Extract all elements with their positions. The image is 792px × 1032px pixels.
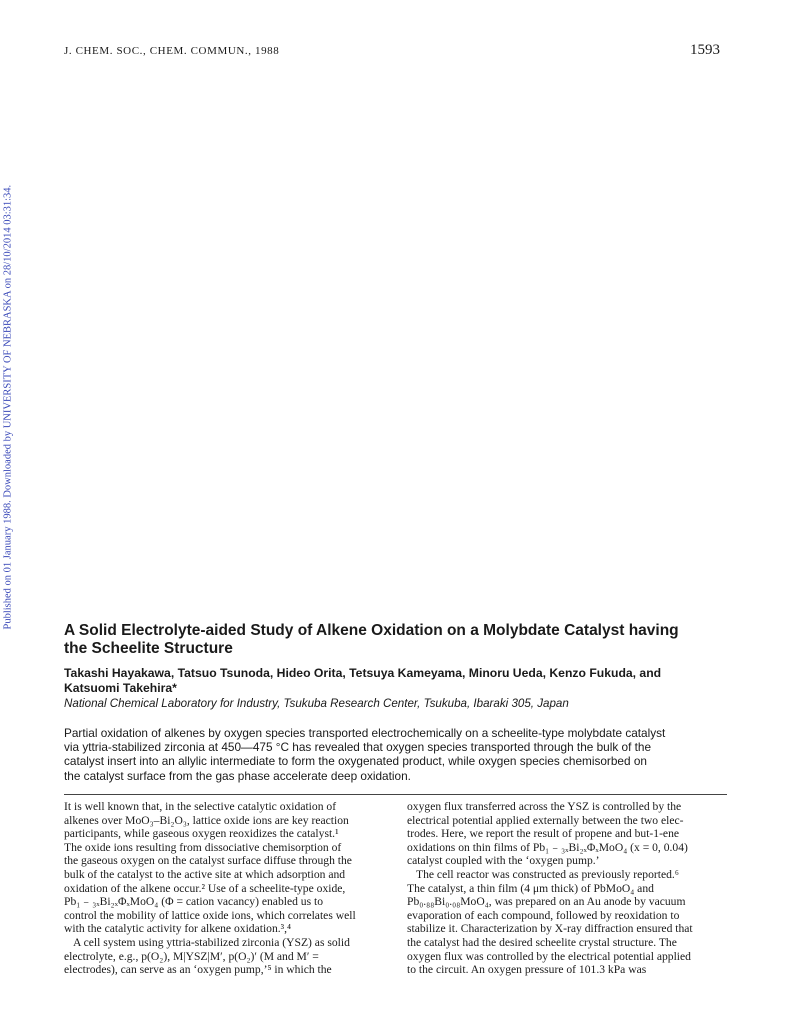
title-line: A Solid Electrolyte-aided Study of Alkene Oxidation on a Molybdate Catalyst having bbox=[64, 622, 679, 639]
title-line: the Scheelite Structure bbox=[64, 640, 233, 657]
abstract-line: catalyst insert into an allylic intermediate to form the oxygenated product, while oxygen species chemisorbed on bbox=[64, 754, 647, 769]
body-line: alkenes over MoO₃–Bi₂O₃, lattice oxide ions are key reaction bbox=[64, 813, 349, 827]
body-line: A cell system using yttria-stabilized zirconia (YSZ) as solid bbox=[73, 935, 350, 949]
body-line: evaporation of each compound, followed by reoxidation to bbox=[407, 908, 680, 922]
body-line: control the mobility of lattice oxide ions, which correlates well bbox=[64, 908, 356, 922]
body-line: trodes. Here, we report the result of propene and but-1-ene bbox=[407, 827, 680, 841]
body-line: The cell reactor was constructed as previously reported.⁶ bbox=[416, 867, 679, 881]
body-line: the catalyst had the desired scheelite crystal structure. The bbox=[407, 935, 677, 949]
authors-line: Takashi Hayakawa, Tatsuo Tsunoda, Hideo Orita, Tetsuya Kameyama, Minoru Ueda, Kenzo Fukuda, and bbox=[64, 666, 662, 680]
body-line: with the catalytic activity for alkene oxidation.³,⁴ bbox=[64, 922, 292, 936]
abstract-line: Partial oxidation of alkenes by oxygen species transported electrochemically on a scheelite-type molybdate catalyst bbox=[64, 726, 666, 740]
body-line: oxygen flux transferred across the YSZ is controlled by the bbox=[407, 800, 682, 813]
affiliation: National Chemical Laboratory for Industry, Tsukuba Research Center, Tsukuba, Ibaraki 305, Japan bbox=[64, 697, 569, 710]
body-line: The oxide ions resulting from dissociative chemisorption of bbox=[64, 840, 342, 854]
abstract-divider bbox=[64, 794, 727, 795]
body-column-right bbox=[407, 800, 727, 977]
abstract-line: the catalyst surface from the gas phase accelerate deep oxidation. bbox=[64, 768, 411, 783]
body-line: oxygen flux was controlled by the electrical potential applied bbox=[407, 949, 691, 963]
body-line: to the circuit. An oxygen pressure of 101.3 kPa was bbox=[407, 963, 647, 977]
body-line: the gaseous oxygen on the catalyst surface diffuse through the bbox=[64, 854, 352, 868]
body-line: catalyst coupled with the ‘oxygen pump.’ bbox=[407, 854, 600, 868]
download-watermark-link[interactable]: Published on 01 January 1988. Downloaded by UNIVERSITY OF NEBRASKA on 28/10/2014 03:31:34. bbox=[2, 184, 14, 630]
abstract bbox=[64, 726, 732, 783]
body-line: The catalyst, a thin film (4 μm thick) of PbMoO₄ and bbox=[407, 881, 654, 895]
page-number: 1593 bbox=[690, 42, 720, 58]
body-line: oxidations on thin films of Pb₁ ₋ ₃ₓBi₂ₓΦₓMoO₄ (x = 0, 0.04) bbox=[407, 840, 688, 854]
body-line: electrolyte, e.g., p(O₂), M|YSZ|M′, p(O₂)′ (M and M′ = bbox=[64, 949, 319, 963]
article-title bbox=[64, 622, 744, 658]
body-line: stabilize it. Characterization by X-ray diffraction ensured that bbox=[407, 922, 693, 936]
body-line: bulk of the catalyst to the active site at which adsorption and bbox=[64, 867, 346, 881]
body-line: participants, while gaseous oxygen reoxidizes the catalyst.¹ bbox=[64, 827, 339, 841]
abstract-line: via yttria-stabilized zirconia at 450—475 °C has revealed that oxygen species transported through the bulk of the bbox=[64, 740, 652, 755]
body-line: Pb₀.₈₈Bi₀.₀₈MoO₄, was prepared on an Au anode by vacuum bbox=[407, 895, 686, 909]
body-line: electrodes), can serve as an ‘oxygen pump,’⁵ in which the bbox=[64, 963, 332, 977]
body-line: oxidation of the alkene occur.² Use of a scheelite-type oxide, bbox=[64, 881, 346, 895]
authors-line: Katsuomi Takehira* bbox=[64, 681, 177, 695]
body-line: electrical potential applied externally between the two elec- bbox=[407, 813, 684, 827]
author-list bbox=[64, 666, 744, 696]
running-header: J. CHEM. SOC., CHEM. COMMUN., 1988 bbox=[64, 45, 280, 57]
body-line: It is well known that, in the selective catalytic oxidation of bbox=[64, 800, 337, 813]
body-column-left bbox=[64, 800, 384, 977]
body-line: Pb₁ ₋ ₃ₓBi₂ₓΦₓMoO₄ (Φ = cation vacancy) enabled us to bbox=[64, 895, 324, 909]
